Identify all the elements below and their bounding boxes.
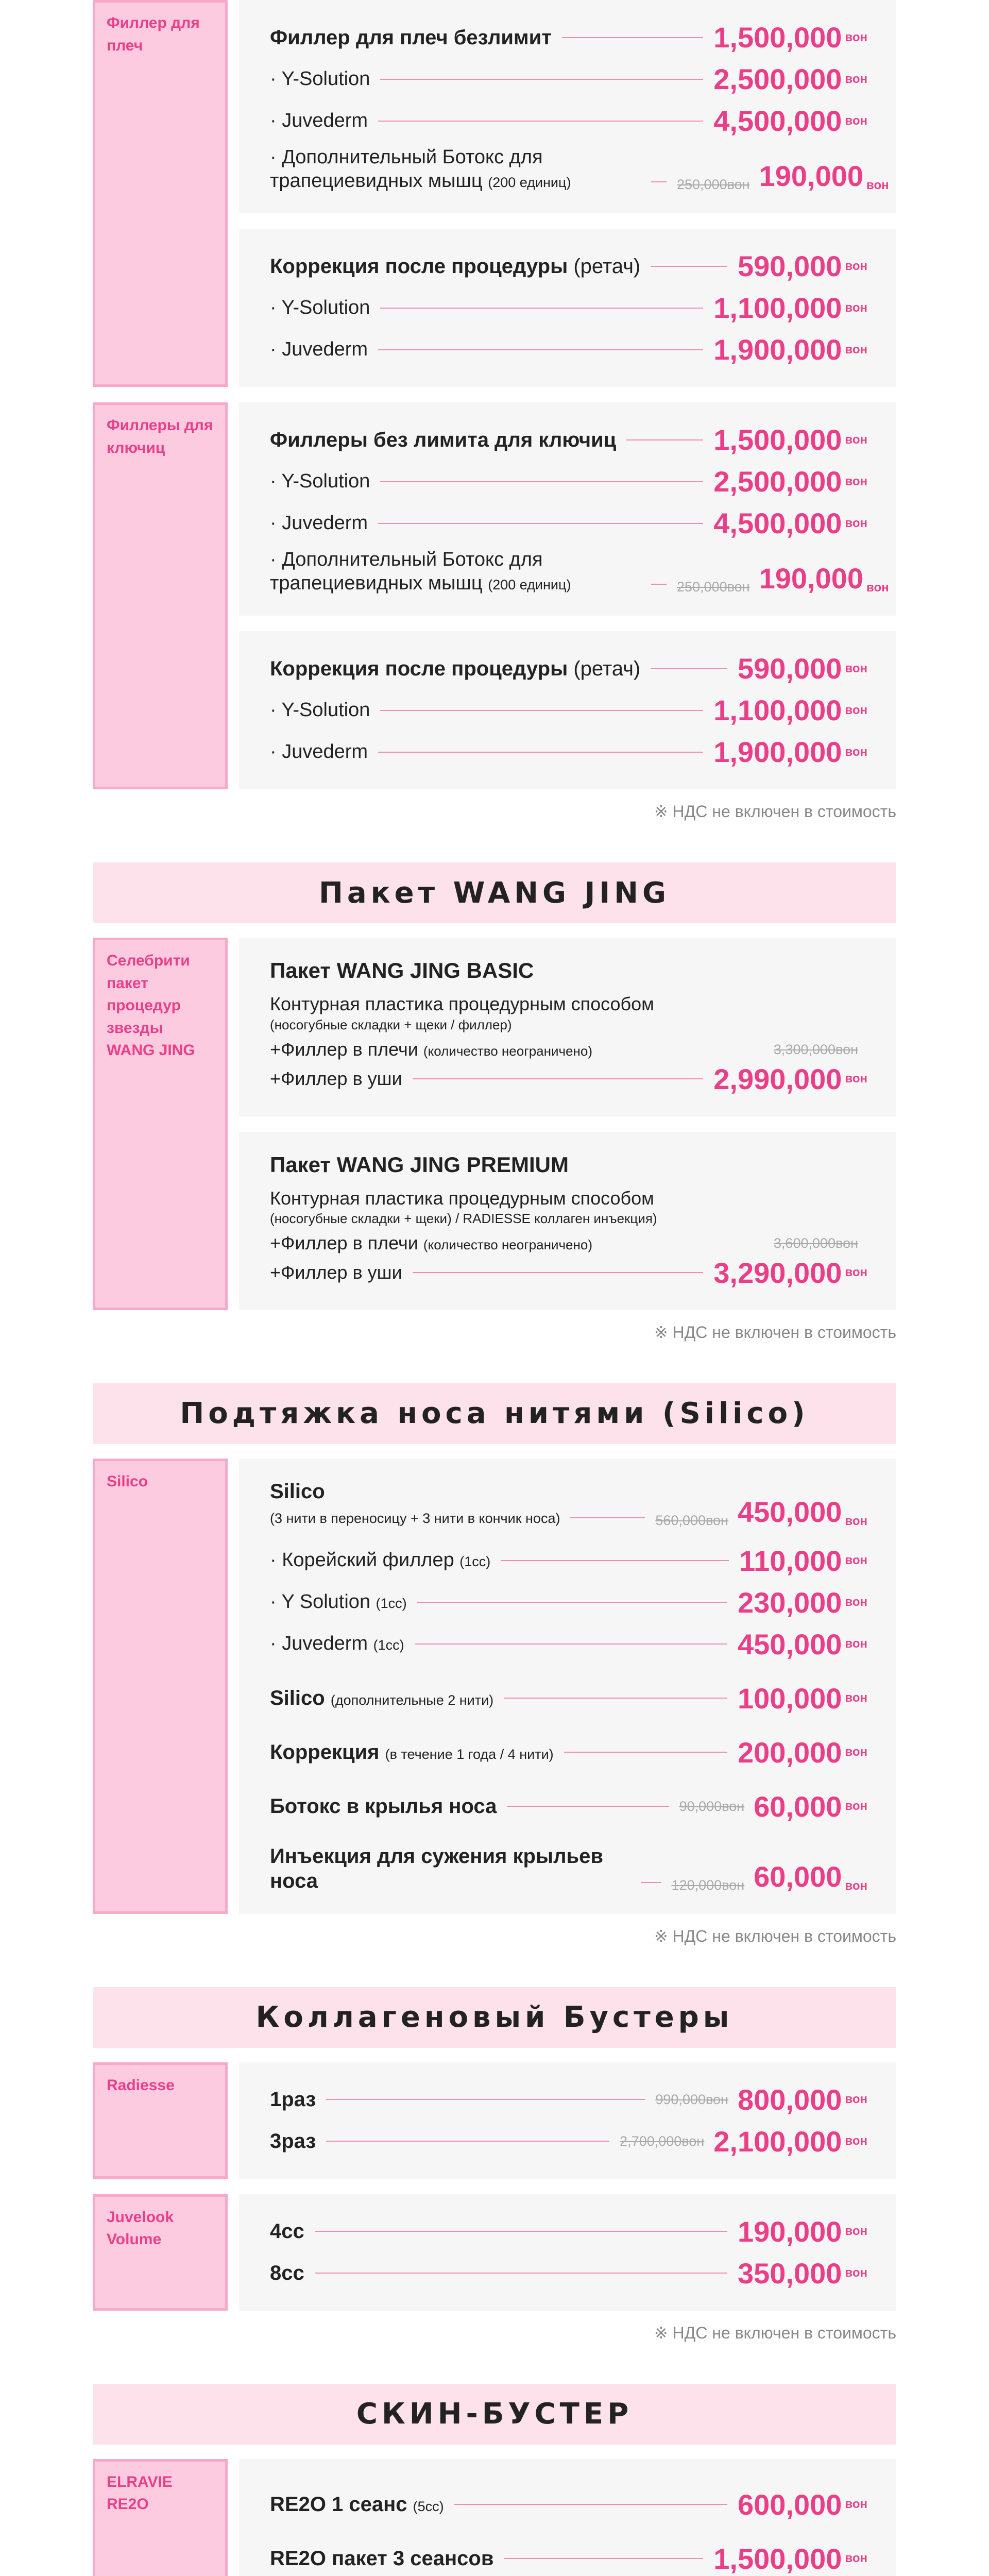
item-price: 2,990,000 (713, 1062, 842, 1095)
item-price: 1,100,000 (713, 292, 842, 325)
item-price: 4,500,000 (713, 105, 842, 137)
item-name: 1раз (270, 2088, 316, 2111)
item-name: Ботокс в крылья носа (270, 1795, 497, 1818)
item-name: Silico (3 нити в переносицу + 3 нити в кончик носа) (270, 1480, 560, 1526)
shoulder-retouch-card (239, 229, 896, 387)
juvelook-card (239, 2194, 896, 2311)
shoulder-filler-card (239, 0, 896, 213)
item-name: · Y-Solution (270, 296, 370, 320)
price-row: · Juvederm 1,900,000 вон (270, 333, 867, 366)
item-name: · Juvederm (270, 109, 368, 133)
price-row: Коррекция после процедуры (ретач) 590,000 вон (270, 652, 867, 685)
item-price: 110,000 (739, 1544, 842, 1577)
price-row: Silico (3 нити в переносицу + 3 нити в кончик носа) 560,000вон 450,000 вон (270, 1480, 867, 1528)
item-name: · Juvederm (270, 338, 368, 362)
price-row: +Филлер в уши 3,290,000 вон (270, 1256, 867, 1289)
item-name: · Juvederm (270, 740, 368, 764)
item-price: 4,500,000 (713, 507, 842, 540)
item-name: 8cc (270, 2262, 304, 2285)
package-line: +Филлер в уши (270, 1261, 402, 1283)
item-price: 590,000 (737, 250, 842, 283)
price-row: · Juvederm (1cc) 450,000 вон (270, 1628, 867, 1661)
item-price: 1,100,000 (713, 694, 842, 727)
old-price: 2,700,000вон (620, 2133, 705, 2149)
price-row: · Y-Solution 1,100,000 вон (270, 291, 867, 325)
item-price: 2,500,000 (713, 465, 842, 498)
wangjing-premium-card (239, 1132, 896, 1310)
item-price: 450,000 (737, 1495, 842, 1528)
price-row: 8cc 350,000 вон (270, 2257, 867, 2290)
vat-note: ※ НДС не включен в стоимость (654, 802, 896, 821)
item-name: Silico (дополнительные 2 нити) (270, 1687, 494, 1710)
silico-block (93, 1459, 896, 1914)
shoulder-filler-block (93, 0, 896, 387)
re2o-tag: ELRAVIE RE2O (93, 2459, 228, 2576)
package-desc: Контурная пластика процедурным способом (270, 1187, 654, 1209)
radiesse-card (239, 2062, 896, 2179)
item-name: Филлеры без лимита для ключиц (270, 428, 617, 451)
item-price: 450,000 (737, 1628, 842, 1660)
price-row (270, 1037, 867, 1062)
item-name: Коррекция после процедуры (ретач) (270, 255, 641, 278)
item-price: 590,000 (737, 652, 842, 685)
radiesse-block (93, 2062, 896, 2179)
wangjing-section-header: Пакет WANG JING (93, 862, 896, 923)
shoulder-filler-tag: Филлер для плеч (93, 0, 228, 387)
item-name: 4cc (270, 2220, 304, 2243)
clavicle-retouch-card (239, 631, 896, 789)
item-name: 3раз (270, 2130, 316, 2153)
package-line: +Филлер в плечи (количество неограничено) (270, 1232, 592, 1254)
item-price: 230,000 (737, 1586, 842, 1619)
item-price: 1,500,000 (713, 423, 842, 456)
wangjing-basic-card (239, 938, 896, 1116)
price-row: Коррекция (в течение 1 года / 4 нити) 200,000 вон (270, 1736, 867, 1769)
item-name: Филлер для плеч безлимит (270, 26, 552, 49)
package-desc-small: (носогубные складки + щеки / филлер) (270, 1017, 512, 1033)
item-price: 2,100,000 (713, 2125, 842, 2158)
vat-note: ※ НДС не включен в стоимость (654, 2323, 896, 2342)
old-price: 120,000вон (671, 1877, 745, 1893)
item-name: · Корейский филлер (1cc) (270, 1549, 490, 1572)
item-price: 3,290,000 (713, 1256, 842, 1289)
price-row: · Дополнительный Ботокс для трапециевидных мышц (200 единиц) 250,000вон 190,000 вон (270, 146, 867, 193)
clavicle-filler-tag: Филлеры для ключиц (93, 402, 228, 789)
item-name: · Juvederm (270, 512, 368, 535)
package-desc-small: (носогубные складки + щеки) / RADIESSE коллаген инъекция) (270, 1211, 657, 1227)
wangjing-block (93, 938, 896, 1310)
price-row: · Y Solution (1cc) 230,000 вон (270, 1586, 867, 1619)
item-name: · Y-Solution (270, 67, 370, 91)
price-row (270, 1231, 867, 1256)
item-name: RE2O 1 сеанс (5cc) (270, 2493, 444, 2516)
price-row: 3раз 2,700,000вон 2,100,000 вон (270, 2125, 867, 2158)
item-name: Коррекция после процедуры (ретач) (270, 657, 641, 680)
old-price: 3,600,000вон (773, 1235, 858, 1251)
old-price: 3,300,000вон (773, 1041, 858, 1057)
item-price: 100,000 (737, 1682, 842, 1715)
item-price: 190,000 (737, 2215, 842, 2248)
content-wrapper (93, 0, 896, 2576)
old-price: 90,000вон (679, 1798, 745, 1814)
item-price: 1,900,000 (713, 333, 842, 366)
item-name: Коррекция (в течение 1 года / 4 нити) (270, 1741, 554, 1764)
price-row: RE2O 1 сеанс (5cc) 600,000 вон (270, 2488, 867, 2521)
item-name: · Y-Solution (270, 470, 370, 494)
item-name: · Juvederm (1cc) (270, 1632, 404, 1656)
price-row: · Y-Solution 2,500,000 вон (270, 62, 867, 96)
item-price: 800,000 (737, 2083, 842, 2116)
price-row: 4cc 190,000 вон (270, 2215, 867, 2248)
item-price: 190,000 (759, 562, 864, 595)
item-price: 60,000 (754, 1790, 842, 1823)
price-row: +Филлер в уши 2,990,000 вон (270, 1062, 867, 1095)
old-price: 250,000вон (677, 177, 750, 193)
package-desc: Контурная пластика процедурным способом (270, 993, 654, 1015)
silico-tag: Silico (93, 1459, 228, 1914)
price-row: RE2O пакет 3 сеансов 1,500,000 вон (270, 2542, 867, 2575)
radiesse-tag: Radiesse (93, 2062, 228, 2179)
item-name: · Дополнительный Ботокс для трапециевидных мышц (200 единиц) (270, 146, 641, 193)
price-row: · Juvederm 4,500,000 вон (270, 506, 867, 540)
re2o-card (239, 2459, 896, 2576)
price-row: 1раз 990,000вон 800,000 вон (270, 2083, 867, 2116)
package-title: Пакет WANG JING BASIC (270, 958, 534, 983)
item-price: 350,000 (737, 2257, 842, 2290)
collagen-section-header: Коллагеновый Бустеры (93, 1987, 896, 2048)
skin-booster-section-header: СКИН-БУСТЕР (93, 2384, 896, 2445)
old-price: 250,000вон (677, 579, 750, 595)
package-line: +Филлер в уши (270, 1067, 402, 1089)
item-price: 600,000 (737, 2488, 842, 2521)
item-name: · Y-Solution (270, 699, 370, 722)
price-row: Филлеры без лимита для ключиц 1,500,000 вон (270, 423, 867, 456)
price-row: Ботокс в крылья носа 90,000вон 60,000 вон (270, 1790, 867, 1823)
clavicle-filler-block (93, 402, 896, 789)
item-name: Инъекция для сужения крыльев носа (270, 1844, 603, 1892)
price-row: Коррекция после процедуры (ретач) 590,000 вон (270, 250, 867, 283)
item-price: 190,000 (759, 160, 864, 193)
item-price: 1,500,000 (713, 21, 842, 54)
price-row: · Y-Solution 1,100,000 вон (270, 693, 867, 727)
item-price: 60,000 (754, 1860, 842, 1893)
old-price: 990,000вон (655, 2091, 728, 2107)
item-name: · Y Solution (1cc) (270, 1590, 407, 1614)
price-row: Филлер для плеч безлимит 1,500,000 вон (270, 21, 867, 54)
juvelook-tag: Juvelook Volume (93, 2194, 228, 2311)
price-row: · Juvederm 4,500,000 вон (270, 104, 867, 138)
old-price: 560,000вон (655, 1512, 728, 1528)
vat-note: ※ НДС не включен в стоимость (654, 1323, 896, 1342)
item-name: RE2O пакет 3 сеансов (270, 2547, 494, 2570)
item-price: 1,900,000 (713, 736, 842, 769)
juvelook-block (93, 2194, 896, 2311)
re2o-block (93, 2459, 896, 2576)
item-price: 2,500,000 (713, 63, 842, 95)
clavicle-filler-card (239, 402, 896, 616)
price-row: · Juvederm 1,900,000 вон (270, 735, 867, 769)
price-row: · Дополнительный Ботокс для трапециевидных мышц (200 единиц) 250,000вон 190,000 вон (270, 548, 867, 595)
price-row: Инъекция для сужения крыльев носа 120,000вон 60,000 вон (270, 1844, 867, 1893)
silico-card (239, 1459, 896, 1914)
wangjing-tag: Селебрити пакет процедур звезды WANG JING (93, 938, 228, 1310)
package-line: +Филлер в плечи (количество неограничено) (270, 1038, 592, 1060)
item-name: · Дополнительный Ботокс для трапециевидных мышц (200 единиц) (270, 548, 641, 595)
item-price: 1,500,000 (713, 2542, 842, 2575)
silico-section-header: Подтяжка носа нитями (Silico) (93, 1383, 896, 1444)
price-row: · Корейский филлер (1cc) 110,000 вон (270, 1544, 867, 1578)
package-title: Пакет WANG JING PREMIUM (270, 1152, 569, 1177)
price-row: · Y-Solution 2,500,000 вон (270, 465, 867, 498)
item-price: 200,000 (737, 1736, 842, 1769)
vat-note: ※ НДС не включен в стоимость (654, 1926, 896, 1945)
price-row: Silico (дополнительные 2 нити) 100,000 вон (270, 1682, 867, 1715)
